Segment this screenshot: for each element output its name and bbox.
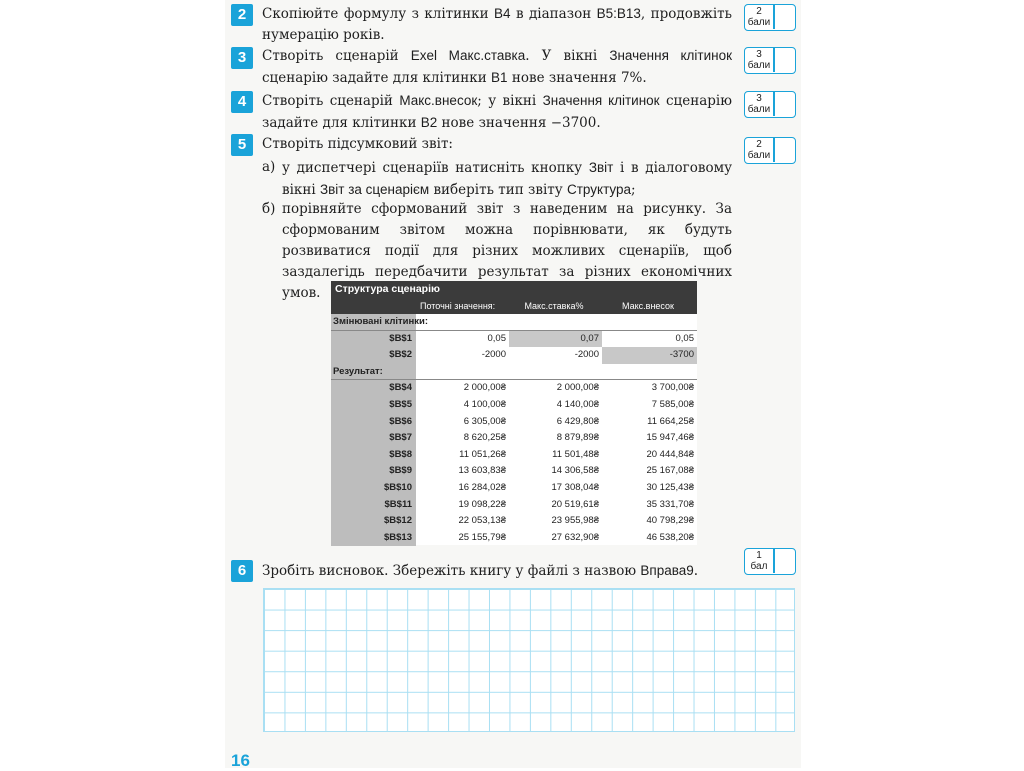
- table-row: [331, 430, 697, 447]
- table-cell: 3 700,00₴: [651, 382, 694, 394]
- table-row: [331, 447, 697, 464]
- table-cell: 17 308,04₴: [551, 482, 599, 493]
- table-row: [331, 463, 697, 480]
- table-cell: 2 000,00₴: [556, 382, 599, 394]
- table-row: [331, 331, 697, 348]
- row-label: $B$12: [331, 513, 416, 530]
- row-label: $B$1: [331, 331, 416, 348]
- row-label: $B$4: [331, 380, 416, 397]
- table-row: [331, 414, 697, 431]
- table-cell: 11 051,26₴: [459, 448, 506, 460]
- row-label: $B$7: [331, 430, 416, 447]
- score-box-task-6: 1 бал: [744, 548, 796, 575]
- table-title: Структура сценарію: [331, 281, 697, 298]
- table-cell: -2000: [574, 349, 599, 361]
- row-label: $B$9: [331, 463, 416, 480]
- header-max-deposit: Макс.внесок: [622, 301, 674, 311]
- table-cell: 16 284,02₴: [458, 482, 506, 493]
- table-cell: 25 167,08₴: [646, 465, 694, 477]
- table-cell: 8 879,89₴: [556, 432, 599, 444]
- table-row: [331, 480, 697, 497]
- subitem-b: б) порівняйте сформований звіт з наведеним на рисунку. За сформованим звітом можна порівнювати, як будуть розвиватися події для різних можливих сценаріїв, щоб заздалегідь передбачити результат за різних економічних умов.: [262, 201, 732, 301]
- score-box-task-3: 3 бали: [744, 47, 796, 74]
- table-cell: 14 306,58₴: [551, 465, 599, 477]
- table-cell: 0,05: [675, 332, 694, 344]
- task-number-3: 3: [231, 47, 253, 69]
- task-2-text: Скопіюйте формулу з клітинки B4 в діапазон B5:B13, продовжіть нумерацію років.: [262, 6, 732, 43]
- table-cell: 40 798,29₴: [646, 515, 694, 527]
- table-cell: 25 155,79₴: [458, 531, 506, 543]
- table-cell: 7 585,00₴: [651, 399, 694, 410]
- task-number-4: 4: [231, 91, 253, 113]
- table-cell: 6 429,80₴: [556, 415, 599, 427]
- table-header-row: [331, 298, 697, 314]
- table-cell: 19 098,22₴: [458, 498, 506, 510]
- scenario-summary-table: [331, 281, 697, 545]
- task-number-5: 5: [231, 134, 253, 156]
- score-box-task-5: 2 бали: [744, 137, 796, 164]
- task-5-text: Створіть підсумковий звіт:: [262, 136, 453, 152]
- score-box-task-2: 2 бали: [744, 4, 796, 31]
- table-cell: 4 100,00₴: [463, 399, 506, 410]
- table-cell: 27 632,90₴: [551, 531, 599, 543]
- task-6-text: Зробіть висновок. Збережіть книгу у файлі з назвою Вправа9.: [262, 563, 699, 579]
- row-label: $B$5: [331, 397, 416, 414]
- table-cell: 20 444,84₴: [646, 448, 694, 460]
- table-row: [331, 497, 697, 514]
- task-number-2: 2: [231, 4, 253, 26]
- header-max-rate: Макс.ставка%: [524, 301, 584, 311]
- row-label: $B$6: [331, 414, 416, 431]
- row-label: $B$2: [331, 347, 416, 364]
- table-cell: 2 000,00₴: [463, 382, 506, 394]
- table-cell: 46 538,20₴: [646, 531, 694, 543]
- score-box-task-4: 3 бали: [744, 91, 796, 118]
- table-cell: 15 947,46₴: [646, 432, 694, 444]
- table-cell: 35 331,70₴: [646, 498, 694, 510]
- row-label: $B$13: [331, 530, 416, 547]
- table-cell: 30 125,43₴: [646, 482, 694, 493]
- table-row: [331, 347, 697, 364]
- page-number: 16: [231, 751, 250, 770]
- table-cell: 22 053,13₴: [458, 515, 506, 527]
- table-row: [331, 397, 697, 414]
- table-cell: -2000: [481, 349, 506, 361]
- table-cell: 6 305,00₴: [463, 415, 506, 427]
- table-cell: 4 140,00₴: [556, 399, 599, 410]
- section-result: Результат:: [331, 364, 697, 381]
- subitem-a: а) у диспетчері сценаріїв натисніть кнопку Звіт і в діалоговому вікні Звіт за сценарієм виберіть тип звіту Структура;: [262, 159, 733, 198]
- row-label: $B$8: [331, 447, 416, 464]
- answer-grid[interactable]: [263, 588, 795, 732]
- task-4-text: Створіть сценарій Макс.внесок; у вікні Значення клітинок сценарію задайте для клітинки B2 нове значення −3700.: [262, 93, 732, 131]
- table-cell: 20 519,61₴: [551, 498, 599, 510]
- task-number-6: 6: [231, 560, 253, 582]
- table-cell: 11 501,48₴: [552, 448, 599, 460]
- table-cell: 8 620,25₴: [463, 432, 506, 444]
- table-cell: 0,07: [509, 331, 602, 348]
- table-cell: 11 664,25₴: [647, 415, 694, 427]
- table-row: [331, 530, 697, 547]
- table-row: [331, 513, 697, 530]
- row-label: $B$11: [331, 497, 416, 514]
- header-current: Поточні значення:: [420, 301, 496, 311]
- task-3-text: Створіть сценарій Exel Макс.ставка. У вікні Значення клітинок сценарію задайте для клітинки B1 нове значення 7%.: [262, 48, 732, 86]
- table-cell: 0,05: [487, 332, 506, 344]
- table-row: [331, 380, 697, 397]
- section-changing-cells: Змінювані клітинки:: [331, 314, 697, 331]
- table-cell: 23 955,98₴: [551, 515, 599, 527]
- table-cell: 13 603,83₴: [458, 465, 506, 477]
- table-cell: -3700: [602, 347, 697, 364]
- row-label: $B$10: [331, 480, 416, 497]
